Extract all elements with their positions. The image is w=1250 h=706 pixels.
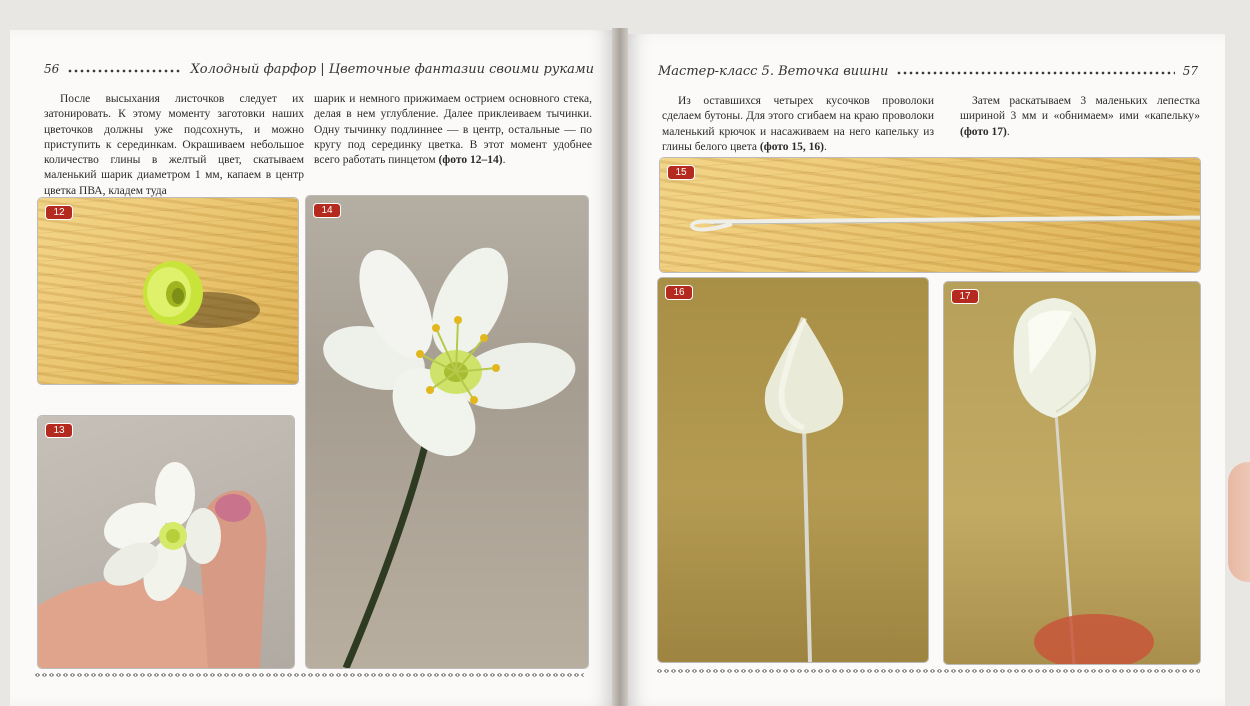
left-header-title: Холодный фарфор | Цветочные фантазии своими руками <box>190 62 594 77</box>
header-dots-divider <box>896 71 1174 75</box>
photo-13-flower-on-finger <box>38 416 294 668</box>
right-page-number: 57 <box>1182 64 1198 78</box>
teardrop-bud-illustration <box>658 278 928 662</box>
wire-hook-illustration <box>660 158 1200 272</box>
left-column-1-text: После высыхания листочков следует их затонировать. К этому моменту заготовки наших цветочков должны уже подсохнуть, и можно приступить к серединкам. Окрашиваем небольшое количество глины в желтый цвет, скатываем маленький шарик диаметром 1 мм, капаем в центр цветка ПВА, кладем туда <box>44 93 304 197</box>
paragraph-text: Затем раскатываем 3 маленьких лепестка шириной 3 мм и «обнимаем» ими «капельку» <box>960 95 1200 123</box>
photo-number-badge: 15 <box>668 166 694 179</box>
photo-16-teardrop-bud <box>658 278 928 662</box>
right-column-2-text <box>960 94 1200 140</box>
photo-14-flower-with-stamens <box>306 196 588 668</box>
left-column-2-text <box>314 92 592 168</box>
right-header-title: Мастер-класс 5. Веточка вишни <box>658 64 889 79</box>
bottom-chain-divider <box>656 668 1200 674</box>
flower-on-finger-illustration <box>38 416 294 668</box>
book-gutter <box>612 28 628 706</box>
header-dots-divider <box>67 69 182 73</box>
flower-with-stamens-illustration <box>306 196 588 668</box>
paragraph-text: шарик и немного прижимаем острием основного стека, делая в нем углубление. Далее приклеиваем тычинки. Одну тычинку подлиннее — в центр, остальные — по кругу под серединку цветка. В этот момент удобнее всего работать пинцетом <box>314 93 592 167</box>
photo-number-badge: 17 <box>952 290 978 303</box>
paragraph-text: Из оставшихся четырех кусочков проволоки сделаем бутоны. Для этого сгибаем на краю проволоки маленький крючок и насаживаем на него капельку из глины белого цвета <box>662 95 934 153</box>
right-page-header <box>658 64 1198 79</box>
photo-17-bud-with-petals <box>944 282 1200 664</box>
photo-reference: (фото 15, 16) <box>759 140 824 153</box>
photo-number-badge: 14 <box>314 204 340 217</box>
photo-number-badge: 13 <box>46 424 72 437</box>
photo-reference: (фото 12–14) <box>438 154 503 167</box>
photo-number-badge: 12 <box>46 206 72 219</box>
left-page-number: 56 <box>44 62 60 76</box>
photo-15-wire-hook <box>660 158 1200 272</box>
left-page-header <box>44 62 594 77</box>
punctuation: . <box>824 140 827 153</box>
punctuation: . <box>502 154 506 167</box>
yellow-clay-ring-illustration <box>38 198 298 384</box>
bud-with-petals-illustration <box>944 282 1200 664</box>
photo-reference: (фото 17) <box>960 125 1007 138</box>
holding-thumb <box>1228 462 1250 582</box>
photo-number-badge: 16 <box>666 286 692 299</box>
right-column-1-text <box>662 94 934 155</box>
photo-12-yellow-center <box>38 198 298 384</box>
punctuation: . <box>1006 125 1010 138</box>
bottom-chain-divider <box>34 672 584 678</box>
